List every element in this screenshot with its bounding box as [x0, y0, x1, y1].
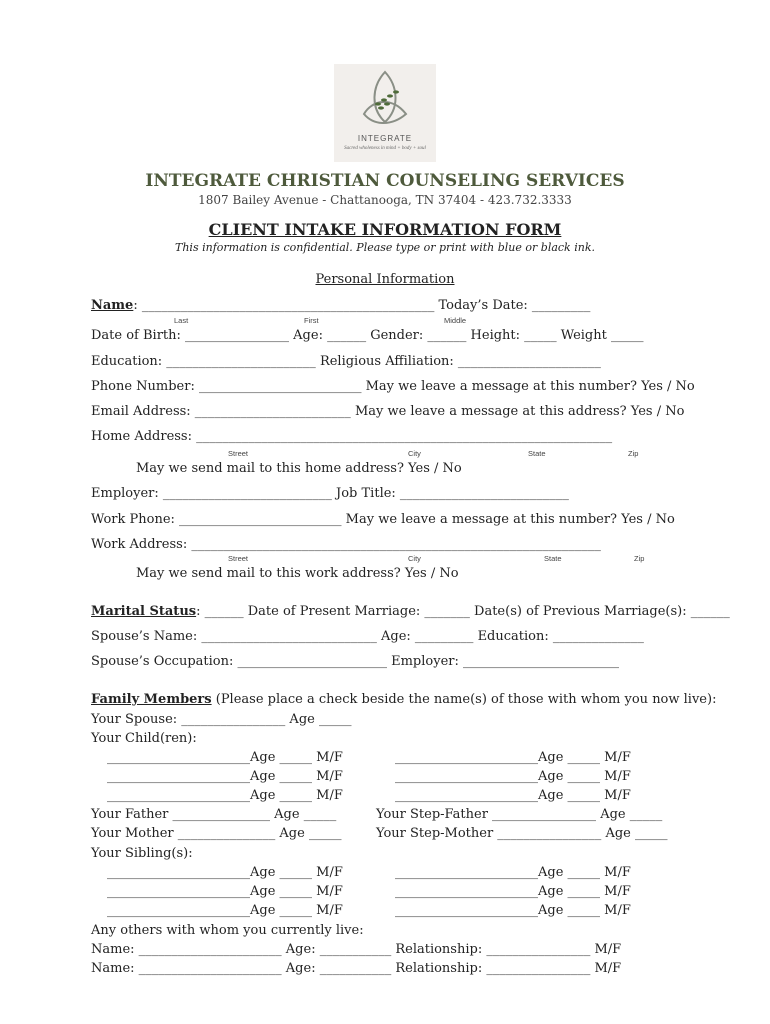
trinity-knot-icon — [334, 64, 436, 134]
sibling-row[interactable]: ______________________Age _____ M/F — [107, 884, 343, 899]
child-row[interactable]: ______________________Age _____ M/F — [107, 788, 343, 803]
family-desc: (Please place a check beside the name(s) of those with whom you now live): — [211, 692, 717, 707]
sibling-row[interactable]: ______________________Age _____ M/F — [395, 903, 631, 918]
confidential-notice: This information is confidential. Please type or print with blue or black ink. — [175, 241, 595, 254]
spouse-row[interactable]: Your Spouse: ________________ Age _____ — [91, 712, 352, 727]
spouse-occupation-row[interactable]: Spouse’s Occupation: _______________________ Employer: ________________________ — [91, 654, 620, 669]
father-row[interactable]: Your Father _______________ Age _____ — [91, 807, 337, 822]
org-name: INTEGRATE CHRISTIAN COUNSELING SERVICES — [145, 171, 625, 191]
others-label: Any others with whom you currently live: — [91, 923, 364, 938]
work-sub-city: City — [408, 554, 421, 563]
personal-info-heading: Personal Information — [315, 272, 455, 287]
marital-row[interactable] — [91, 604, 730, 620]
home-mail-row[interactable]: May we send mail to this home address? Yes / No — [136, 461, 462, 476]
other-person-row[interactable]: Name: ______________________ Age: ___________ Relationship: ________________ M/F — [91, 961, 622, 976]
child-row[interactable]: ______________________Age _____ M/F — [107, 769, 343, 784]
child-row[interactable]: ______________________Age _____ M/F — [395, 750, 631, 765]
form-title: CLIENT INTAKE INFORMATION FORM — [208, 220, 562, 239]
work-phone-row[interactable]: Work Phone: _________________________ May we leave a message at this number? Yes / No — [91, 512, 675, 527]
step-mother-row[interactable]: Your Step-Mother ________________ Age _____ — [376, 826, 668, 841]
work-mail-row[interactable]: May we send mail to this work address? Yes / No — [136, 566, 459, 581]
logo-name: INTEGRATE — [357, 134, 413, 143]
work-sub-state: State — [544, 554, 562, 563]
dob-row[interactable]: Date of Birth: ________________ Age: ______ Gender: ______ Height: _____ Weight _____ — [91, 328, 644, 343]
email-row[interactable]: Email Address: ________________________ May we leave a message at this address? Yes / No — [91, 404, 685, 419]
sibling-row[interactable]: ______________________Age _____ M/F — [107, 903, 343, 918]
sibling-row[interactable]: ______________________Age _____ M/F — [107, 865, 343, 880]
other-person-row[interactable]: Name: ______________________ Age: ___________ Relationship: ________________ M/F — [91, 942, 622, 957]
name-label: Name — [91, 298, 134, 313]
home-sub-zip: Zip — [628, 449, 639, 458]
sibling-row[interactable]: ______________________Age _____ M/F — [395, 865, 631, 880]
sub-first: First — [304, 316, 319, 325]
home-sub-street: Street — [228, 449, 249, 458]
home-sub-state: State — [528, 449, 546, 458]
child-row[interactable]: ______________________Age _____ M/F — [107, 750, 343, 765]
sub-middle: Middle — [444, 316, 467, 325]
child-row[interactable]: ______________________Age _____ M/F — [395, 769, 631, 784]
home-address-row[interactable]: Home Address: ________________________________________________________________ — [91, 429, 613, 444]
siblings-label: Your Sibling(s): — [91, 846, 193, 861]
child-row[interactable]: ______________________Age _____ M/F — [395, 788, 631, 803]
logo-tagline: Sacred wholeness in mind + body + soul — [344, 146, 426, 151]
work-sub-zip: Zip — [634, 554, 645, 563]
work-address-row[interactable]: Work Address: _______________________________________________________________ — [91, 537, 601, 552]
mother-row[interactable]: Your Mother _______________ Age _____ — [91, 826, 342, 841]
children-label: Your Child(ren): — [91, 731, 197, 746]
name-row[interactable] — [91, 298, 590, 314]
integrate-logo — [334, 64, 436, 162]
home-sub-city: City — [408, 449, 421, 458]
spouse-name-row[interactable]: Spouse’s Name: ___________________________ Age: _________ Education: ______________ — [91, 629, 644, 644]
family-label: Family Members — [91, 692, 212, 707]
step-father-row[interactable]: Your Step-Father ________________ Age _____ — [376, 807, 663, 822]
org-address: 1807 Bailey Avenue - Chattanooga, TN 37404 - 423.732.3333 — [198, 193, 572, 207]
work-sub-street: Street — [228, 554, 249, 563]
marital-line: : ______ Date of Present Marriage: _______ Date(s) of Previous Marriage(s): ______ — [196, 604, 730, 619]
sub-last: Last — [174, 316, 189, 325]
sibling-row[interactable]: ______________________Age _____ M/F — [395, 884, 631, 899]
education-row[interactable]: Education: _______________________ Religious Affiliation: ______________________ — [91, 354, 601, 369]
marital-label: Marital Status — [91, 604, 197, 619]
phone-row[interactable]: Phone Number: _________________________ May we leave a message at this number? Yes / No — [91, 379, 695, 394]
family-heading — [91, 692, 716, 708]
name-line: : _____________________________________________ Today’s Date: _________ — [133, 298, 591, 313]
employer-row[interactable]: Employer: __________________________ Job Title: __________________________ — [91, 486, 569, 501]
